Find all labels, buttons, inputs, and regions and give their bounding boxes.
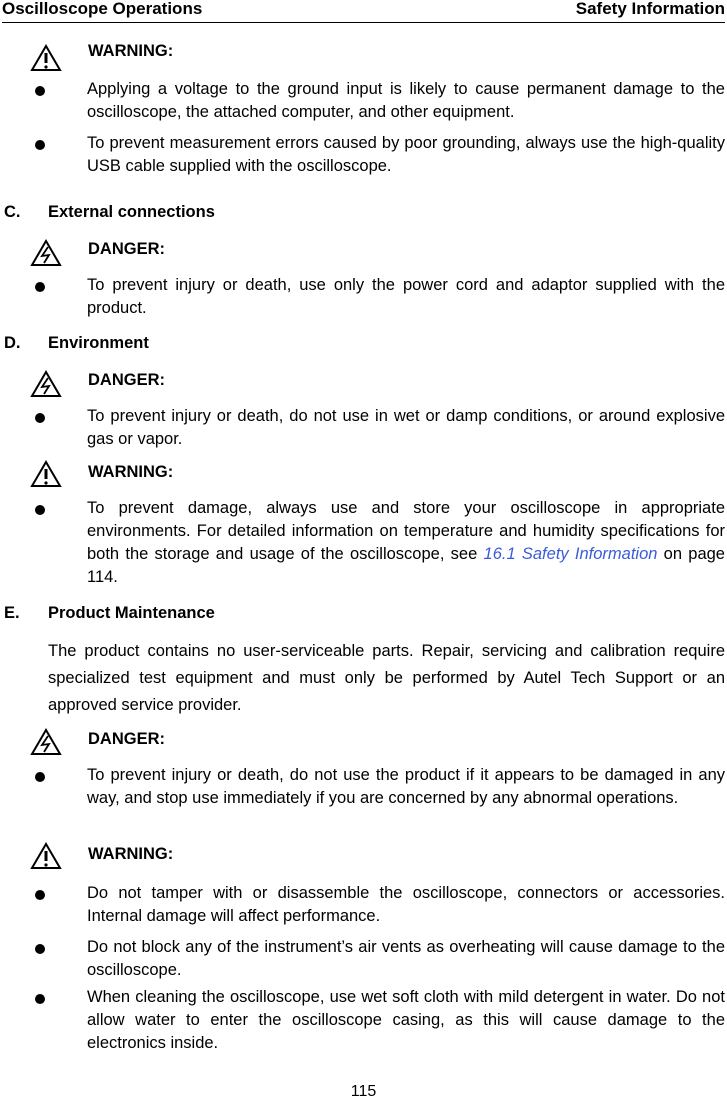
warning-icon — [30, 44, 62, 72]
high-voltage-icon — [30, 370, 62, 398]
warning-item-storage-environment — [87, 497, 725, 589]
warning-icon — [30, 842, 62, 870]
warning-item-cleaning: When cleaning the oscilloscope, use wet soft cloth with mild detergent in water. Do not allow water to enter the oscilloscope casing, as this will cause damage to the electronics inside. — [87, 988, 725, 1052]
warning-label: WARNING: — [88, 845, 174, 863]
bullet-dot — [35, 994, 45, 1004]
bullet-dot — [35, 86, 45, 96]
danger-item-damaged-product: To prevent injury or death, do not use the product if it appears to be damaged in any way, and stop use immediately if you are concerned by any abnormal operations. — [87, 766, 725, 807]
danger-label: DANGER: — [88, 240, 165, 258]
danger-item-wet-conditions: To prevent injury or death, do not use in wet or damp conditions, or around explosive gas or vapor. — [87, 407, 725, 448]
warning-label: WARNING: — [88, 42, 174, 60]
warning-icon — [30, 460, 62, 488]
section-letter-e: E. — [4, 604, 20, 622]
section-letter-c: C. — [4, 203, 21, 221]
safety-information-link[interactable]: 16.1 Safety Information — [483, 545, 658, 563]
warning-item-ground-input: Applying a voltage to the ground input is likely to cause permanent damage to the oscilloscope, the attached computer, and other equipment. — [87, 80, 725, 121]
page-header — [2, 0, 725, 23]
warning-item-usb-cable: To prevent measurement errors caused by poor grounding, always use the high-quality USB cable supplied with the oscilloscope. — [87, 134, 725, 175]
section-title-environment: Environment — [48, 334, 149, 352]
bullet-dot — [35, 772, 45, 782]
high-voltage-icon — [30, 728, 62, 756]
section-letter-d: D. — [4, 334, 21, 352]
danger-item-power-cord: To prevent injury or death, use only the power cord and adaptor supplied with the product. — [87, 276, 725, 317]
bullet-dot — [35, 890, 45, 900]
warning-item-text: To prevent damage, always use and store your oscilloscope in appropriate environments. For detailed information on temperature and humidity specifications for both the storage and usage of the oscilloscope, see — [87, 499, 725, 563]
bullet-dot — [35, 413, 45, 423]
danger-label: DANGER: — [88, 371, 165, 389]
section-title-product-maintenance: Product Maintenance — [48, 604, 215, 622]
page-number: 115 — [350, 1083, 377, 1100]
bullet-dot — [35, 282, 45, 292]
header-section-title: Safety Information — [575, 0, 725, 18]
bullet-dot — [35, 944, 45, 954]
high-voltage-icon — [30, 239, 62, 267]
danger-label: DANGER: — [88, 730, 165, 748]
header-chapter-title: Oscilloscope Operations — [2, 0, 203, 18]
bullet-dot — [35, 140, 45, 150]
warning-item-air-vents: Do not block any of the instrument’s air vents as overheating will cause damage to the oscilloscope. — [87, 938, 725, 979]
warning-item-tamper: Do not tamper with or disassemble the oscilloscope, connectors or accessories. Internal damage will affect performance. — [87, 884, 725, 925]
warning-item-text-end: on page 114. — [87, 545, 725, 586]
maintenance-paragraph: The product contains no user-serviceable parts. Repair, servicing and calibration require specialized test equipment and must only be performed by Autel Tech Support or an approved service provider. — [48, 642, 725, 714]
section-title-external-connections: External connections — [48, 203, 215, 221]
bullet-dot — [35, 505, 45, 515]
warning-label: WARNING: — [88, 463, 174, 481]
